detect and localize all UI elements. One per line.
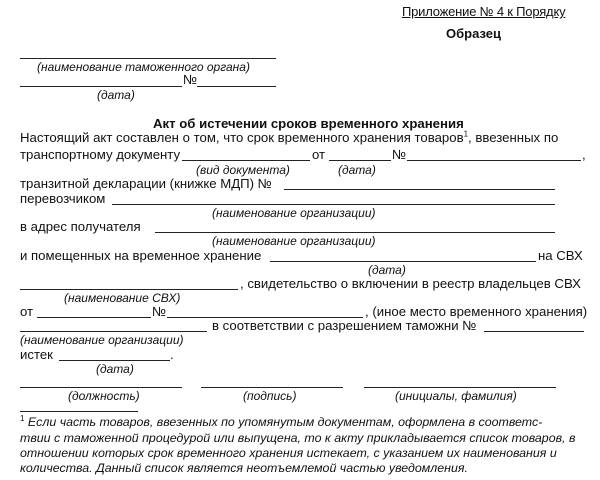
recipient-org-caption: (наименование организации) <box>212 234 376 248</box>
storage-date-caption: (дата) <box>368 263 406 277</box>
document-title: Акт об истечении сроков временного хранения <box>153 116 464 131</box>
transit-line <box>284 189 555 190</box>
customs-name-line <box>20 58 276 59</box>
top-date-caption: (дата) <box>97 88 135 102</box>
other-place-line <box>20 331 207 332</box>
footnote-line-2: твии с таможенной процедурой или выпущена, то к акту прикладывается список товаров, в <box>20 431 576 445</box>
permit-number-line <box>484 331 584 332</box>
cert-number-sign: № <box>152 304 167 319</box>
signature-line <box>201 387 343 388</box>
svh-name-caption: (наименование СВХ) <box>64 291 181 305</box>
appendix-title: Приложение № 4 к Порядку <box>402 4 566 19</box>
sample-label: Образец <box>446 26 501 41</box>
footnote-text-1: Если часть товаров, ввезенных по упомянутым документам, оформлена в соответс- <box>27 415 543 429</box>
carrier-label: перевозчиком <box>20 191 106 206</box>
doc-type-line <box>182 160 310 161</box>
registry-text: , свидетельство о включении в реестр владельцев СВХ <box>240 276 581 291</box>
svh-name-line <box>20 289 238 290</box>
recipient-line <box>155 232 555 233</box>
footnote-line-1 <box>20 415 542 429</box>
cert-from-label: от <box>20 304 34 319</box>
customs-name-caption: (наименование таможенного органа) <box>37 60 250 74</box>
expired-date-line <box>59 360 170 361</box>
footnote-mark: 1 <box>20 413 25 423</box>
reg-number-line <box>20 86 182 87</box>
doc-type-caption: (вид документа) <box>196 163 290 177</box>
intro-text <box>20 130 558 145</box>
doc-number-line <box>407 160 581 161</box>
from-label: от <box>312 147 326 162</box>
name-line <box>364 387 556 388</box>
expired-period: . <box>170 347 174 362</box>
storage-label: и помещенных на временное хранение <box>20 248 262 263</box>
footnote-mark-ref: 1 <box>463 129 469 139</box>
recipient-label: в адрес получателя <box>20 219 141 234</box>
number-sign: № <box>183 72 198 87</box>
carrier-line <box>112 204 555 205</box>
footnote-separator <box>20 411 138 412</box>
signature-caption: (подпись) <box>243 389 297 403</box>
storage-date-line <box>270 261 536 262</box>
position-caption: (должность) <box>68 389 140 403</box>
other-place-org-caption: (наименование организации) <box>20 333 184 347</box>
transit-label: транзитной декларации (книжке МДП) № <box>20 176 272 191</box>
line2-comma: , <box>582 147 586 162</box>
doc-date-line <box>329 160 391 161</box>
position-line <box>20 387 182 388</box>
doc-number-sign: № <box>392 147 407 162</box>
svh-label: на СВХ <box>538 248 583 263</box>
cert-date-line <box>37 317 151 318</box>
expired-label: истек <box>20 347 53 362</box>
number-value-line <box>197 86 276 87</box>
doc-date-caption: (дата) <box>338 163 376 177</box>
intro-line1: Настоящий акт составлен о том, что срок временного хранения товаров <box>20 130 464 145</box>
permit-text: в соответствии с разрешением таможни № <box>212 318 477 333</box>
carrier-org-caption: (наименование организации) <box>212 206 376 220</box>
transport-doc-label: транспортному документу <box>20 147 181 162</box>
footnote-line-4: количества. Данный список является неотъемлемой частью уведомления. <box>20 461 468 475</box>
name-caption: (инициалы, фамилия) <box>395 389 517 403</box>
expired-date-caption: (дата) <box>96 362 134 376</box>
footnote-line-3: отношении которых срок временного хранения истекает, с указанием их наименования и <box>20 446 557 460</box>
intro-line1-tail: , ввезенных по <box>468 130 559 145</box>
other-place-text: , (иное место временного хранения) <box>365 304 588 319</box>
